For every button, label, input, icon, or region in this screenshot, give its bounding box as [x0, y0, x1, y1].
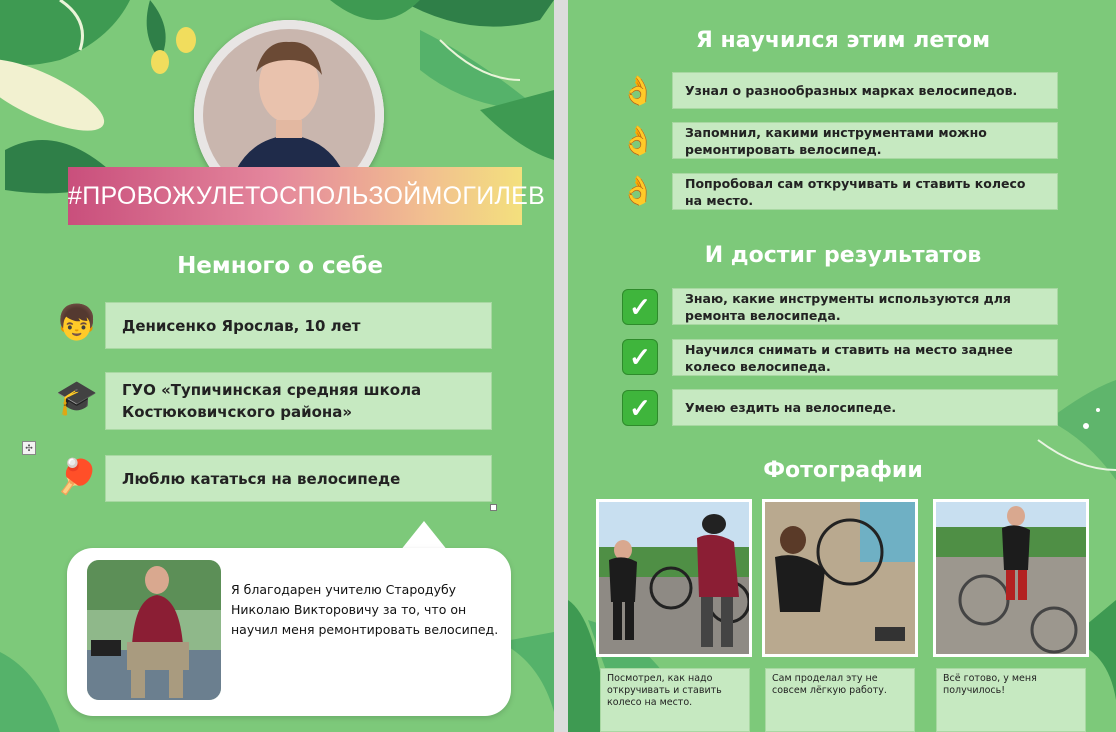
boy-icon: 👦 — [55, 304, 99, 342]
ok-hand-icon: 👌 — [620, 175, 656, 206]
page-divider — [554, 0, 568, 732]
speech-bubble-tail — [400, 521, 448, 551]
teacher-illustration — [87, 560, 221, 700]
about-item-hobby: Люблю кататься на велосипеде — [105, 455, 492, 502]
right-page — [568, 0, 1116, 732]
ok-hand-icon: 👌 — [620, 125, 656, 156]
learned-item-1: Узнал о разнообразных марках велосипедов. — [672, 72, 1058, 109]
about-item-school — [105, 372, 492, 430]
photos-title: Фотографии — [763, 458, 923, 483]
photo-1 — [596, 499, 752, 657]
about-title: Немного о себе — [177, 253, 383, 279]
photo-2-illustration — [765, 502, 915, 654]
check-icon: ✓ — [622, 289, 658, 325]
thanks-text: Я благодарен учителю Стародубу Николаю Викторовичу за то, что он научил меня ремонтировать велосипед. — [231, 582, 499, 637]
learned-item-3: Попробовал сам откручивать и ставить колесо на место. — [672, 173, 1058, 210]
photo-3 — [933, 499, 1089, 657]
result-item-1: Знаю, какие инструменты используются для ремонта велосипеда. — [672, 288, 1058, 325]
ok-hand-icon: 👌 — [620, 75, 656, 106]
about-item-name: Денисенко Ярослав, 10 лет — [105, 302, 492, 349]
thanks-speech-bubble — [67, 548, 511, 716]
graduation-cap-icon: 🎓 — [55, 379, 99, 417]
move-handle-icon[interactable]: ✣ — [22, 441, 36, 455]
learned-item-2: Запомнил, какими инструментами можно ремонтировать велосипед. — [672, 122, 1058, 159]
left-page — [0, 0, 554, 732]
ping-pong-icon: 🏓 — [55, 458, 99, 496]
photo-caption-3: Всё готово, у меня получилось! — [936, 668, 1086, 732]
photo-3-illustration — [936, 502, 1086, 654]
hashtag-banner: #ПРОВОЖУЛЕТОСПОЛЬЗОЙМОГИЛЕВ — [68, 167, 522, 225]
check-icon: ✓ — [622, 339, 658, 375]
results-title: И достиг результатов — [704, 243, 982, 268]
learned-title: Я научился этим летом — [695, 28, 991, 53]
photo-2 — [762, 499, 918, 657]
result-item-2: Научился снимать и ставить на место заднее колесо велосипеда. — [672, 339, 1058, 376]
about-item-school-text: ГУО «Тупичинская средняя школа Костюковичского района» — [122, 381, 422, 421]
photo-1-illustration — [599, 502, 749, 654]
photo-caption-2: Сам проделал эту не совсем лёгкую работу. — [765, 668, 915, 732]
result-item-3: Умею ездить на велосипеде. — [672, 389, 1058, 426]
teacher-photo — [87, 560, 221, 700]
resize-handle[interactable] — [490, 504, 497, 511]
check-icon: ✓ — [622, 390, 658, 426]
photo-caption-1: Посмотрел, как надо откручивать и ставить колесо на место. — [600, 668, 750, 732]
